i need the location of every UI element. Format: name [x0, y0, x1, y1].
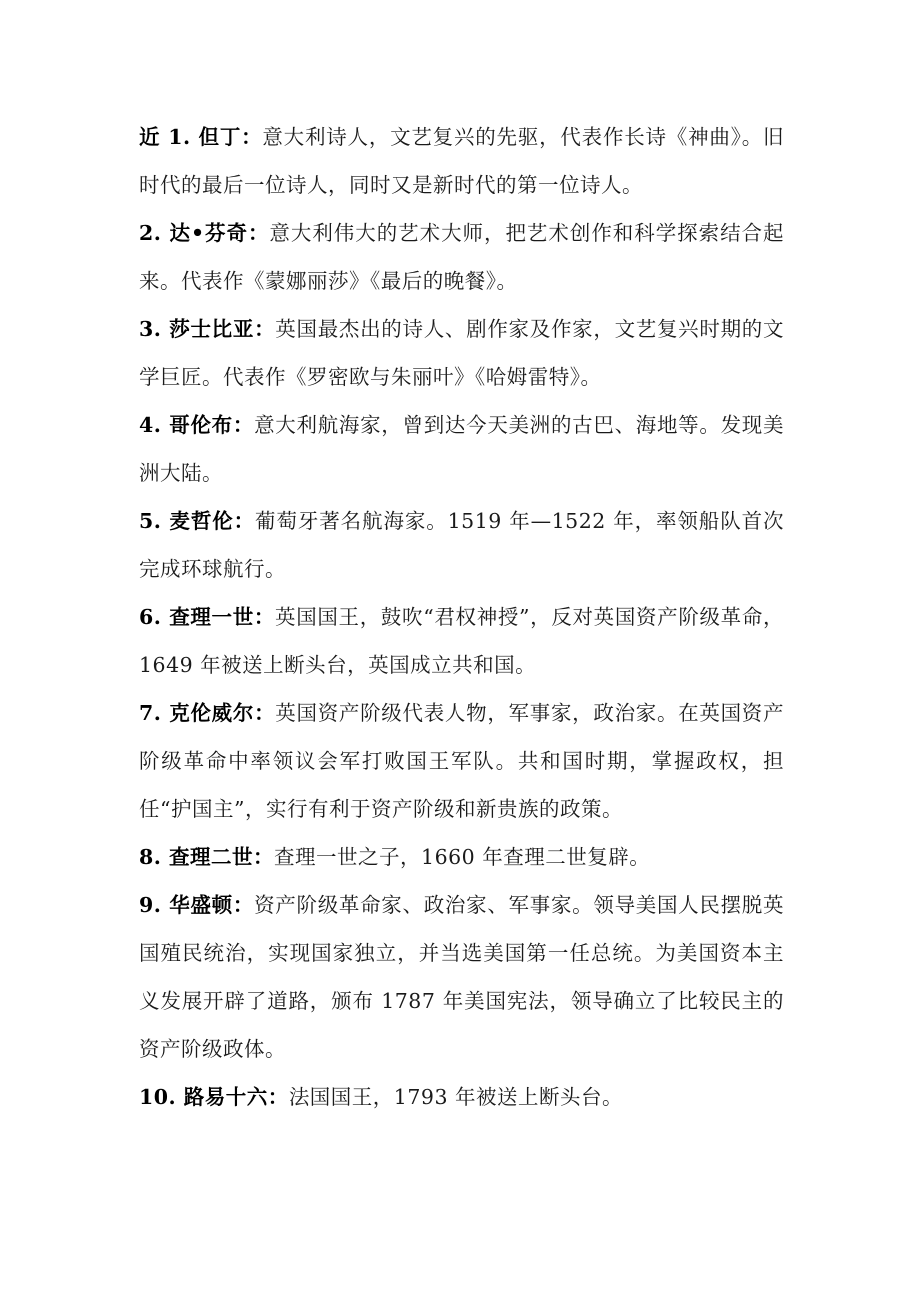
entry-term: 10. 路易十六：: [139, 1085, 289, 1109]
entry-text: 查理一世之子，1660 年查理二世复辟。: [274, 845, 651, 869]
entry-text: 葡萄牙著名航海家。1519 年—1522 年，率领船队首次完成环球航行。: [139, 509, 785, 581]
entry-text: 英国国王，鼓吹“君权神授”，反对英国资产阶级革命，1649 年被送上断头台，英国成立共和国。: [139, 605, 784, 677]
entry-term: 2. 达•芬奇：: [139, 221, 270, 245]
entry-text: 意大利诗人，文艺复兴的先驱，代表作长诗《神曲》。旧时代的最后一位诗人，同时又是新时代的第一位诗人。: [139, 125, 784, 197]
entry-term: 8. 查理二世：: [139, 845, 275, 869]
entry-shakespeare: [139, 305, 784, 401]
entry-text: 资产阶级革命家、政治家、军事家。领导美国人民摆脱英国殖民统治，实现国家独立，并当选美国第一任总统。为美国资本主义发展开辟了道路，颁布 1787 年美国宪法，领导确立了比较民主的资产阶级政体。: [139, 893, 785, 1061]
entry-magellan: [139, 497, 784, 593]
entry-term: 5. 麦哲伦：: [139, 509, 256, 533]
entry-text: 英国资产阶级代表人物，军事家，政治家。在英国资产阶级革命中率领议会军打败国王军队。共和国时期，掌握政权，担任“护国主”，实行有利于资产阶级和新贵族的政策。: [139, 701, 785, 821]
entry-text: 意大利航海家，曾到达今天美洲的古巴、海地等。发现美洲大陆。: [139, 413, 785, 485]
entry-term: 近 1. 但丁：: [139, 125, 263, 149]
entry-da-vinci: [139, 209, 784, 305]
entry-dante: [139, 113, 784, 209]
entry-louis-xvi: [139, 1073, 784, 1121]
entry-text: 意大利伟大的艺术大师，把艺术创作和科学探索结合起来。代表作《蒙娜丽莎》《最后的晚餐》。: [139, 221, 785, 293]
entry-term: 4. 哥伦布：: [139, 413, 255, 437]
entry-charles-ii: [139, 833, 784, 881]
entry-cromwell: [139, 689, 784, 833]
entry-term: 7. 克伦威尔：: [139, 701, 276, 725]
entry-columbus: [139, 401, 784, 497]
document-body: [139, 113, 784, 1121]
entry-charles-i: [139, 593, 784, 689]
entry-term: 3. 莎士比亚：: [139, 317, 276, 341]
entry-text: 英国最杰出的诗人、剧作家及作家，文艺复兴时期的文学巨匠。代表作《罗密欧与朱丽叶》《哈姆雷特》。: [139, 317, 785, 389]
entry-term: 6. 查理一世：: [139, 605, 276, 629]
entry-text: 法国国王，1793 年被送上断头台。: [288, 1085, 623, 1109]
entry-term: 9. 华盛顿：: [139, 893, 255, 917]
entry-washington: [139, 881, 784, 1073]
